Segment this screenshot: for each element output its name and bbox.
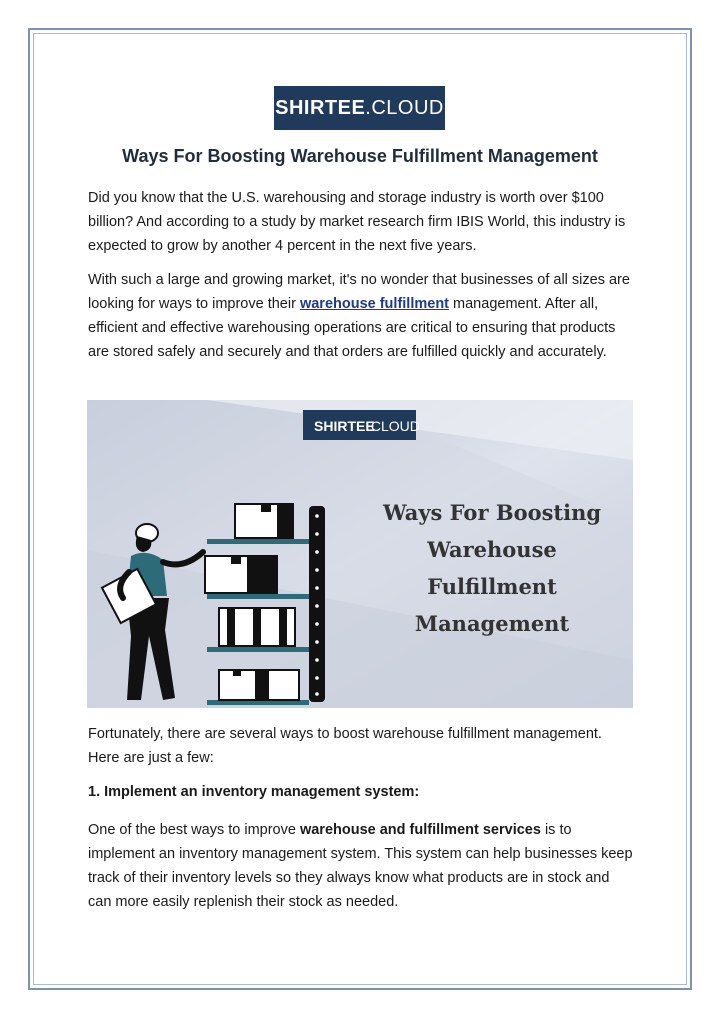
warehouse-fulfillment-link[interactable]: warehouse fulfillment <box>299 296 450 312</box>
market-text-before: With such a large and growing market, it's no wonder that businesses of all sizes are looking for ways to improve their <box>88 272 630 312</box>
market-paragraph <box>88 268 636 364</box>
brand-logo <box>274 86 445 130</box>
hero-line-3: Fulfillment <box>427 574 557 599</box>
hero-illustration <box>87 400 633 708</box>
box-icon <box>219 670 299 700</box>
hero-image <box>87 400 633 708</box>
inventory-text-before: One of the best ways to improve <box>88 822 300 838</box>
logo-light-text: .CLOUD <box>365 96 444 119</box>
page-title: Ways For Boosting Warehouse Fulfillment Management <box>122 146 598 166</box>
section-heading-1: 1. Implement an inventory management system: <box>88 784 420 800</box>
hero-line-4: Management <box>414 611 570 636</box>
hero-logo-bold: SHIRTEE <box>314 418 375 434</box>
hero-line-1: Ways For Boosting <box>382 500 602 525</box>
fortunately-paragraph: Fortunately, there are several ways to boost warehouse fulfillment management. Here are just a few: <box>88 726 602 766</box>
inventory-text-bold: warehouse and fulfillment services <box>299 822 541 838</box>
hero-line-2: Warehouse <box>427 537 557 562</box>
intro-paragraph: Did you know that the U.S. warehousing and storage industry is worth over $100 billion? And according to a study by market research firm IBIS World, this industry is expected to grow by another 4 percent in the next five years. <box>88 190 626 254</box>
market-text-after: management. After all, efficient and effective warehousing operations are critical to ensuring that products are stored safely and securely and that orders are fulfilled quickly and accurately. <box>88 296 616 360</box>
inventory-paragraph <box>88 818 636 914</box>
box-icon <box>205 556 277 593</box>
box-icon <box>235 504 293 538</box>
inventory-text-after: is to implement an inventory management system. This system can help businesses keep track of their inventory levels so they always know what products are in stock and can more easily replenish their stock as needed. <box>88 822 633 910</box>
box-icon <box>219 608 295 646</box>
hero-logo-light: .CLOUD <box>367 418 420 434</box>
logo-bold-text: SHIRTEE <box>275 96 366 119</box>
